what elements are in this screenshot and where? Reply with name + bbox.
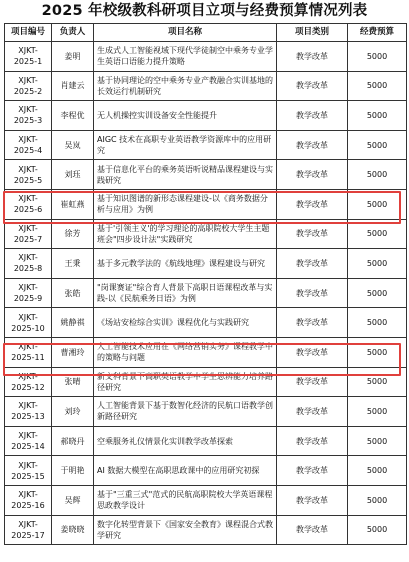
header-leader: 负责人 [52,24,94,42]
cell-budget: 5000 [348,42,407,72]
cell-project: 人工智能背景下基于数智化经济的民航口语教学创新路径研究 [94,397,277,427]
table-row [5,485,407,515]
cell-leader: 刘珏 [52,160,94,190]
cell-budget: 5000 [348,71,407,101]
cell-code: XJKT-2025-11 [5,337,52,367]
cell-leader: 刘玲 [52,397,94,427]
cell-budget: 5000 [348,456,407,486]
cell-code: XJKT-2025-1 [5,42,52,72]
cell-project: 基于信息化平台的乘务英语听说精品课程建设与实践研究 [94,160,277,190]
cell-leader: 张晴 [52,367,94,397]
page-title: 2025 年校级教科研项目立项与经费预算情况列表 [41,3,368,19]
cell-project: "岗课赛证"综合育人背景下高职日语课程改革与实践-以《民航乘务日语》为例 [94,278,277,308]
cell-budget: 5000 [348,219,407,249]
table-row [5,515,407,545]
cell-category: 教学改革 [277,249,348,279]
cell-project: 《场站安检综合实训》课程优化与实践研究 [94,308,277,338]
cell-code: XJKT-2025-4 [5,130,52,160]
cell-budget: 5000 [348,308,407,338]
cell-budget: 5000 [348,249,407,279]
cell-category: 教学改革 [277,219,348,249]
header-budget: 经费预算 [348,24,407,42]
cell-code: XJKT-2025-9 [5,278,52,308]
cell-code: XJKT-2025-3 [5,101,52,131]
cell-code: XJKT-2025-10 [5,308,52,338]
table-row [5,397,407,427]
cell-budget: 5000 [348,160,407,190]
table-row [5,278,407,308]
cell-budget: 5000 [348,189,407,219]
project-table [4,23,407,545]
cell-project: 空乘服务礼仪情景化实训教学改革探索 [94,426,277,456]
cell-code: XJKT-2025-5 [5,160,52,190]
cell-category: 教学改革 [277,71,348,101]
cell-project: 人工智能技术应用在《网络营销实务》课程教学中的策略与问题 [94,337,277,367]
cell-project: 生成式人工智能视域下现代学徒制空中乘务专业学生英语口语能力提升策略 [94,42,277,72]
cell-leader: 肖建云 [52,71,94,101]
cell-code: XJKT-2025-12 [5,367,52,397]
cell-category: 教学改革 [277,278,348,308]
cell-leader: 吴辉 [52,485,94,515]
cell-project: AIGC 技术在高职专业英语教学资源库中的应用研究 [94,130,277,160]
cell-category: 教学改革 [277,42,348,72]
cell-budget: 5000 [348,515,407,545]
cell-category: 教学改革 [277,367,348,397]
cell-project: 基于协同理论的空中乘务专业产教融合实训基地的长效运行机制研究 [94,71,277,101]
cell-category: 教学改革 [277,160,348,190]
table-row [5,426,407,456]
cell-leader: 崔虹燕 [52,189,94,219]
table-row [5,367,407,397]
cell-code: XJKT-2025-15 [5,456,52,486]
header-category: 项目类别 [277,24,348,42]
cell-category: 教学改革 [277,101,348,131]
header-code: 项目编号 [5,24,52,42]
cell-budget: 5000 [348,130,407,160]
cell-budget: 5000 [348,397,407,427]
cell-project: 基于"三重三式"范式的民航高职院校大学英语课程思政教学设计 [94,485,277,515]
cell-leader: 李程优 [52,101,94,131]
cell-leader: 曹湘玲 [52,337,94,367]
table-row [5,130,407,160]
cell-leader: 张皓 [52,278,94,308]
cell-code: XJKT-2025-2 [5,71,52,101]
cell-leader: 于明艳 [52,456,94,486]
cell-budget: 5000 [348,485,407,515]
cell-project: AI 数据大模型在高职思政课中的应用研究初探 [94,456,277,486]
table-row [5,456,407,486]
cell-category: 教学改革 [277,515,348,545]
cell-budget: 5000 [348,367,407,397]
cell-code: XJKT-2025-14 [5,426,52,456]
table-row [5,101,407,131]
cell-leader: 姜晓晓 [52,515,94,545]
table-row [5,249,407,279]
cell-project: 新文科背景下高职英语教学中学生思辨能力培养路径研究 [94,367,277,397]
header-project: 项目名称 [94,24,277,42]
cell-category: 教学改革 [277,397,348,427]
cell-code: XJKT-2025-7 [5,219,52,249]
cell-code: XJKT-2025-13 [5,397,52,427]
cell-category: 教学改革 [277,308,348,338]
cell-category: 教学改革 [277,189,348,219]
cell-leader: 姜明 [52,42,94,72]
cell-project: 数字化转型背景下《国家安全教育》课程混合式教学研究 [94,515,277,545]
cell-project: 基于多元教学法的《航线地理》课程建设与研究 [94,249,277,279]
cell-budget: 5000 [348,101,407,131]
table-row [5,189,407,219]
cell-leader: 王秉 [52,249,94,279]
table-row [5,337,407,367]
cell-code: XJKT-2025-16 [5,485,52,515]
cell-leader: 徐芳 [52,219,94,249]
cell-leader: 吴岚 [52,130,94,160]
cell-project: 基于知识图谱的新形态课程建设-以《商务数据分析与应用》为例 [94,189,277,219]
table-row [5,71,407,101]
cell-category: 教学改革 [277,456,348,486]
cell-project: 基于'引领主义'的学习理论的高职院校大学生主题班会"四步设计法"实践研究 [94,219,277,249]
cell-budget: 5000 [348,337,407,367]
cell-leader: 姚静祺 [52,308,94,338]
cell-leader: 郝晓丹 [52,426,94,456]
table-body [5,42,407,545]
cell-project: 无人机操控实训设备安全性能提升 [94,101,277,131]
cell-category: 教学改革 [277,337,348,367]
cell-code: XJKT-2025-17 [5,515,52,545]
cell-code: XJKT-2025-8 [5,249,52,279]
cell-category: 教学改革 [277,426,348,456]
table-row [5,160,407,190]
table-row [5,308,407,338]
cell-budget: 5000 [348,278,407,308]
cell-category: 教学改革 [277,485,348,515]
table-header-row [5,24,407,42]
table-row [5,219,407,249]
cell-code: XJKT-2025-6 [5,189,52,219]
cell-budget: 5000 [348,426,407,456]
cell-category: 教学改革 [277,130,348,160]
table-row [5,42,407,72]
